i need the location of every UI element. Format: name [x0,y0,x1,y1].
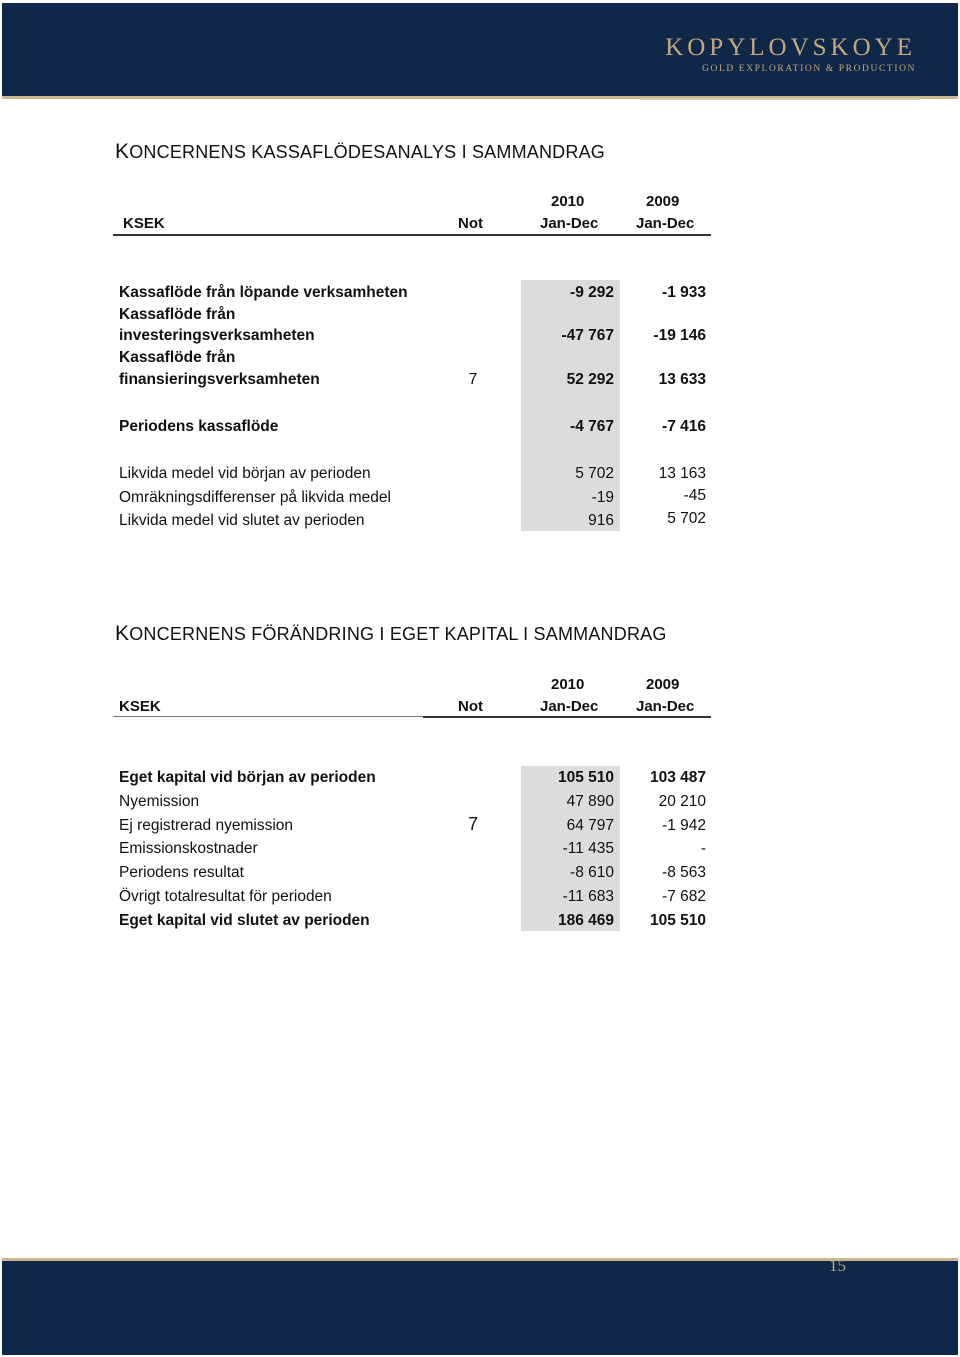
header-banner [2,3,958,99]
footer-banner [2,1258,958,1355]
equity-header-rule-left [113,716,423,717]
logo-name: KOPYLOVSKOYE [665,34,916,61]
equity-unit-header: KSEK [119,698,161,715]
equity-period-2009: Jan-Dec [636,698,695,715]
table-row: Övrigt totalresultat för perioden -11 683 -7 682 [119,888,706,905]
table-row: Periodens kassaflöde -4 767 -7 416 [119,418,706,435]
table-row: finansieringsverksamheten 7 52 292 13 633 [119,371,706,388]
equity-year-2009: 2009 [646,676,680,693]
table-row: investeringsverksamheten -47 767 -19 146 [119,327,706,344]
company-logo [665,35,916,75]
cashflow-unit-header: KSEK [123,215,165,232]
table-row: Eget kapital vid slutet av perioden 186 469 105 510 [119,912,706,929]
table-row: Kassaflöde från löpande verksamheten -9 292 -1 933 [119,284,706,301]
cashflow-note-header: Not [458,215,483,232]
table-row: Omräkningsdifferenser på likvida medel -19 -45 [119,487,706,506]
table-row: Eget kapital vid början av perioden 105 510 103 487 [119,769,706,786]
logo-tagline: GOLD EXPLORATION & PRODUCTION [702,64,916,74]
table-row: Ej registrerad nyemission 7 64 797 -1 942 [119,814,706,834]
equity-period-2010: Jan-Dec [540,698,599,715]
cashflow-period-2009: Jan-Dec [636,215,695,232]
table-row: Kassaflöde från [119,306,236,323]
page-number: 15 [829,1256,846,1275]
table-row: Likvida medel vid slutet av perioden 916 5 702 [119,510,706,529]
table-row: Kassaflöde från [119,349,236,366]
cashflow-period-2010: Jan-Dec [540,215,599,232]
cashflow-title: KONCERNENS KASSAFLÖDESANALYS I SAMMANDRAG [115,140,605,163]
table-row: Nyemission 47 890 20 210 [119,793,706,810]
cashflow-header-rule [113,234,711,236]
equity-header-rule-right [423,716,711,718]
equity-title: KONCERNENS FÖRÄNDRING I EGET KAPITAL I SAMMANDRAG [115,622,667,645]
header-divider [640,98,920,100]
table-row: Periodens resultat -8 610 -8 563 [119,864,706,881]
cashflow-year-2009: 2009 [646,193,680,210]
equity-year-2010: 2010 [551,676,585,693]
cashflow-year-2010: 2010 [551,193,585,210]
table-row: Emissionskostnader -11 435 - [119,840,706,857]
table-row: Likvida medel vid början av perioden 5 702 13 163 [119,465,706,482]
equity-note-header: Not [458,698,483,715]
